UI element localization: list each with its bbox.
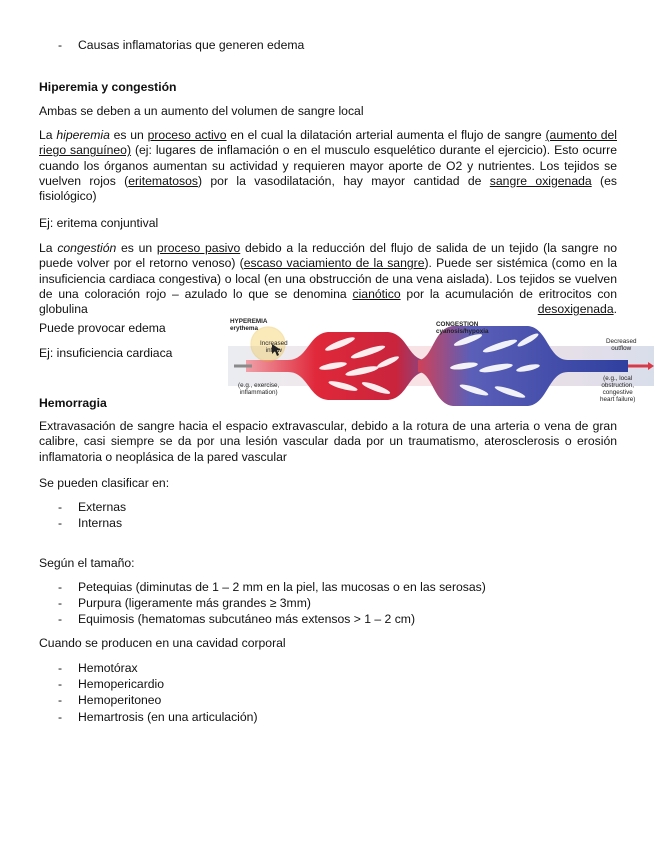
- hyperemia-congestion-figure: [228, 316, 654, 407]
- cavity-intro: Cuando se producen en una cavidad corporal: [39, 636, 286, 650]
- hemorrhage-definition: Extravasación de sangre hacia el espacio extravascular, debido a la rotura de una arteria o vena de gran calibre, casi siempre se da por una lesión vascular dada por un traumatismo, aterosclerosis o erosión inflamatoria o neoplásica de la pared vascular: [39, 419, 617, 464]
- figure-right-title: CONGESTION: [436, 321, 479, 328]
- classes-list: [58, 499, 126, 531]
- list-item: - Causas inflamatorias que generen edema: [58, 37, 304, 53]
- figure-left-note: (e.g., exercise, inflammation): [238, 382, 280, 396]
- list-item: - Externas: [58, 499, 126, 515]
- list-item: - Hemartrosis (en una articulación): [58, 709, 258, 725]
- list-item: - Hemopericardio: [58, 676, 258, 692]
- congestion-paragraph: La congestión es un proceso pasivo debido a la reducción del flujo de salida de un tejido (la sangre no puede volver por el retorno venoso) (escaso vaciamiento de la sangre). Puede ser sistémica (como en la insuficiencia cardiaca congestiva) o local (en una obstrucción de una vena aislada). Los tejidos se vuelven de una coloración rojo – azulado lo que se denomina cianótico por la acumulación de eritrocitos con globulina desoxigenada.: [39, 241, 617, 317]
- figure-inflow-label: Increased inflow: [260, 340, 288, 354]
- list-item: - Petequias (diminutas de 1 – 2 mm en la piel, las mucosas o en las serosas): [58, 579, 486, 595]
- list-item: - Purpura (ligeramente más grandes ≥ 3mm): [58, 595, 486, 611]
- classify-intro: Se pueden clasificar en:: [39, 476, 170, 490]
- hyperemia-paragraph: La hiperemia es un proceso activo en el cual la dilatación arterial aumenta el flujo de sangre (aumento del riego sanguíneo) (ej: lugares de inflamación o en el musculo esquelético durante el ejercicio). Esto ocurre cuando los órganos aumentan su actividad y requieren mayor aporte de O2 y nutrientes. Los tejidos se vuelven rojos (eritematosos) por la vasodilatación, hay mayor cantidad de sangre oxigenada (es fisiológico): [39, 128, 618, 204]
- top-list: [58, 37, 304, 53]
- list-item: - Internas: [58, 515, 126, 531]
- cavities-list: [58, 660, 258, 725]
- section-heading-hemorrhage: Hemorragia: [39, 396, 107, 410]
- list-item: - Equimosis (hematomas subcutáneo más extensos > 1 – 2 cm): [58, 611, 486, 627]
- edema-line: Puede provocar edema: [39, 321, 166, 335]
- example-heart-failure: Ej: insuficiencia cardiaca: [39, 346, 173, 360]
- figure-outflow-label: Decreased outflow: [606, 338, 637, 352]
- figure-left-title: HYPEREMIA: [230, 318, 268, 325]
- example-erythema: Ej: eritema conjuntival: [39, 216, 159, 230]
- size-intro: Según el tamaño:: [39, 556, 135, 570]
- sizes-list: [58, 579, 486, 628]
- figure-right-note: (e.g., local obstruction, congestive heart failure): [600, 375, 636, 403]
- list-item: - Hemotórax: [58, 660, 258, 676]
- list-item: - Hemoperitoneo: [58, 692, 258, 708]
- section-heading-hyperemia: Hiperemia y congestión: [39, 80, 177, 94]
- intro-paragraph: Ambas se deben a un aumento del volumen de sangre local: [39, 104, 364, 118]
- figure-right-subtitle: cyanosis/hypoxia: [436, 328, 489, 335]
- figure-left-subtitle: erythema: [230, 325, 259, 332]
